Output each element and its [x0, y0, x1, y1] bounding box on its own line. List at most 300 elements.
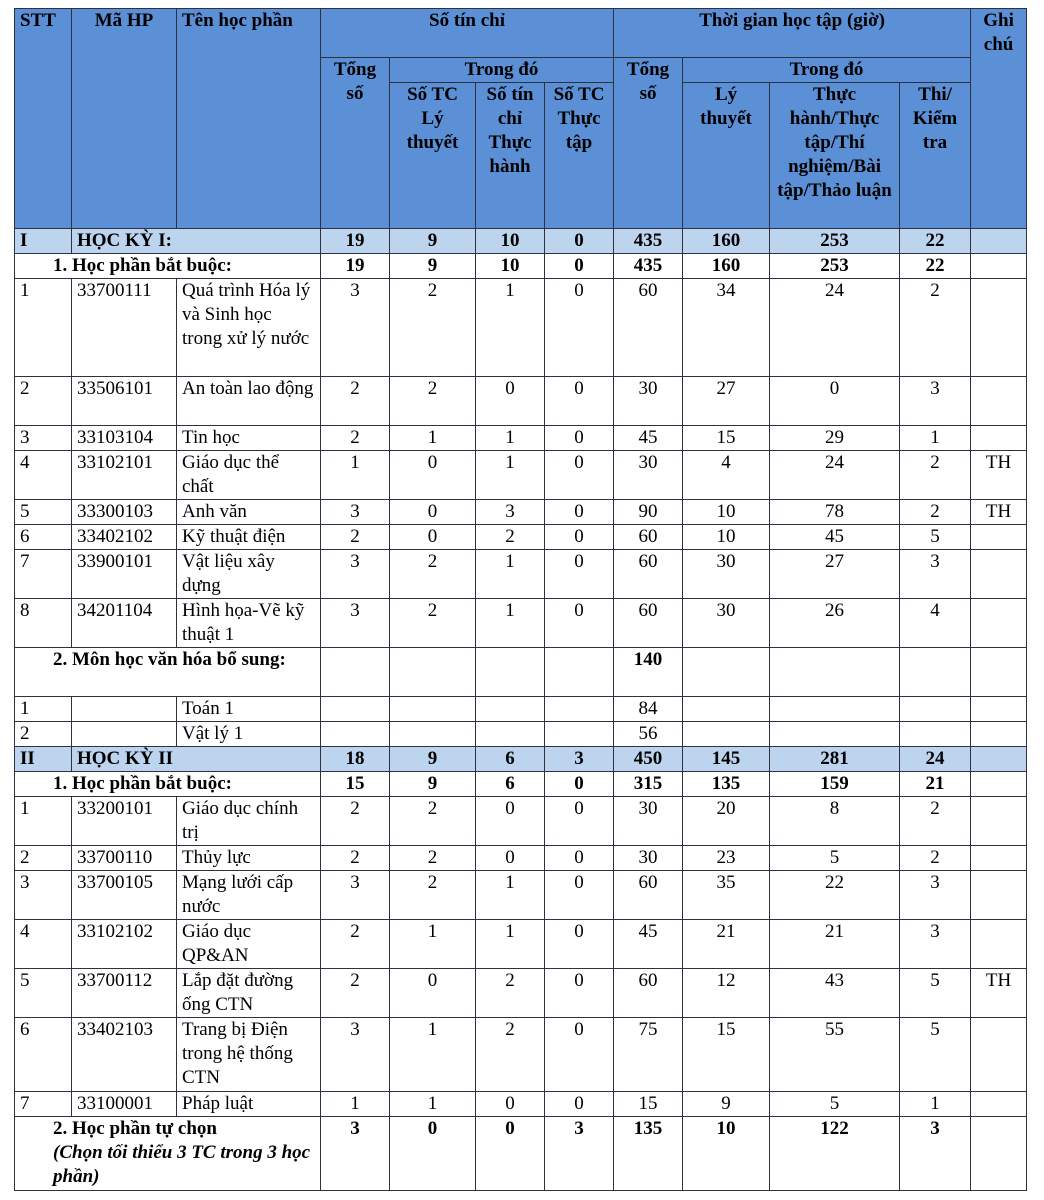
- cell-tt: 0: [545, 229, 614, 254]
- cell-note: [971, 648, 1027, 697]
- cell-note: [971, 377, 1027, 426]
- cell-stt: 2: [15, 377, 72, 426]
- cell-note: TH: [971, 969, 1027, 1018]
- cell-th: [476, 722, 545, 747]
- cell-stt: 5: [15, 969, 72, 1018]
- cell-thi: 3: [900, 1117, 971, 1191]
- cell-tglt: 20: [683, 797, 770, 846]
- cell-tg: 30: [614, 846, 683, 871]
- cell-tt: 0: [545, 451, 614, 500]
- cell-stt: 4: [15, 920, 72, 969]
- cell-tt: 0: [545, 279, 614, 377]
- cell-tt: 0: [545, 500, 614, 525]
- cell-tg: 60: [614, 871, 683, 920]
- cell-lt: 1: [390, 1092, 476, 1117]
- cell-note: [971, 426, 1027, 451]
- cell-tg: 56: [614, 722, 683, 747]
- cell-lt: 1: [390, 1018, 476, 1092]
- header-tc-thuc-hanh: Số tín chỉ Thực hành: [476, 83, 545, 229]
- cell-tgth: [770, 722, 900, 747]
- cell-lt: [390, 697, 476, 722]
- cell-tc: 3: [321, 599, 390, 648]
- cell-code: 33200101: [72, 797, 177, 846]
- cell-tgth: 8: [770, 797, 900, 846]
- cell-tgth: 159: [770, 772, 900, 797]
- cell-th: 0: [476, 1117, 545, 1191]
- cell-th: 6: [476, 747, 545, 772]
- cell-th: 6: [476, 772, 545, 797]
- table-row: [15, 599, 1027, 648]
- cell-tglt: 34: [683, 279, 770, 377]
- cell-thi: 3: [900, 550, 971, 599]
- cell-tc: 18: [321, 747, 390, 772]
- cell-lt: 9: [390, 229, 476, 254]
- semester-stt: I: [15, 229, 72, 254]
- cell-tglt: 15: [683, 426, 770, 451]
- cell-thi: 22: [900, 254, 971, 279]
- cell-tg: 30: [614, 377, 683, 426]
- header-tc-thuc-tap: Số TC Thực tập: [545, 83, 614, 229]
- cell-tgth: 24: [770, 279, 900, 377]
- cell-th: 2: [476, 969, 545, 1018]
- cell-tg: 60: [614, 599, 683, 648]
- cell-th: 10: [476, 229, 545, 254]
- cell-thi: 1: [900, 426, 971, 451]
- cell-stt: 2: [15, 722, 72, 747]
- cell-th: 0: [476, 377, 545, 426]
- cell-stt: 7: [15, 1092, 72, 1117]
- cell-note: [971, 871, 1027, 920]
- cell-tt: 0: [545, 1018, 614, 1092]
- cell-tt: 0: [545, 871, 614, 920]
- cell-note: [971, 1018, 1027, 1092]
- cell-tg: 435: [614, 254, 683, 279]
- cell-th: 2: [476, 1018, 545, 1092]
- cell-stt: 1: [15, 279, 72, 377]
- cell-tc: [321, 697, 390, 722]
- curriculum-table-container: [14, 8, 1026, 1191]
- cell-lt: 0: [390, 969, 476, 1018]
- cell-code: 33700105: [72, 871, 177, 920]
- table-row: [15, 969, 1027, 1018]
- cell-tglt: 9: [683, 1092, 770, 1117]
- cell-lt: 0: [390, 500, 476, 525]
- cell-tgth: 55: [770, 1018, 900, 1092]
- cell-code: 33103104: [72, 426, 177, 451]
- cell-name: Trang bị Điện trong hệ thống CTN: [177, 1018, 321, 1092]
- cell-tglt: 23: [683, 846, 770, 871]
- cell-tc: 3: [321, 871, 390, 920]
- cell-lt: 2: [390, 797, 476, 846]
- table-row: [15, 871, 1027, 920]
- cell-lt: 2: [390, 377, 476, 426]
- cell-name: Hình họa-Vẽ kỹ thuật 1: [177, 599, 321, 648]
- cell-tg: 60: [614, 525, 683, 550]
- cell-tt: 0: [545, 1092, 614, 1117]
- cell-tg: 90: [614, 500, 683, 525]
- cell-note: [971, 599, 1027, 648]
- cell-tglt: [683, 722, 770, 747]
- cell-code: 33402103: [72, 1018, 177, 1092]
- required-group-row: [15, 254, 1027, 279]
- cell-tt: 0: [545, 377, 614, 426]
- cell-note: [971, 279, 1027, 377]
- cell-tt: 0: [545, 525, 614, 550]
- cell-lt: 9: [390, 254, 476, 279]
- cell-tt: 0: [545, 920, 614, 969]
- cell-stt: 7: [15, 550, 72, 599]
- cell-name: Pháp luật: [177, 1092, 321, 1117]
- cell-note: [971, 846, 1027, 871]
- cell-tglt: 30: [683, 550, 770, 599]
- cell-tt: 0: [545, 797, 614, 846]
- header-thuc-hanh: Thực hành/Thực tập/Thí nghiệm/Bài tập/Thảo luận: [770, 83, 900, 229]
- cell-code: 33700111: [72, 279, 177, 377]
- cell-lt: 2: [390, 871, 476, 920]
- cell-tg: 30: [614, 797, 683, 846]
- cell-lt: 0: [390, 525, 476, 550]
- cell-lt: 2: [390, 550, 476, 599]
- header-thoi-gian: Thời gian học tập (giờ): [614, 9, 971, 58]
- table-row: [15, 1018, 1027, 1092]
- header-ghi-chu: Ghi chú: [971, 9, 1027, 229]
- cell-th: 1: [476, 599, 545, 648]
- cell-th: 1: [476, 550, 545, 599]
- cell-tc: 1: [321, 451, 390, 500]
- table-header: [15, 9, 1027, 229]
- cell-tc: 2: [321, 969, 390, 1018]
- cell-tgth: 5: [770, 846, 900, 871]
- cell-tg: 45: [614, 920, 683, 969]
- cell-tt: 3: [545, 747, 614, 772]
- cell-name: Anh văn: [177, 500, 321, 525]
- cell-code: 33100001: [72, 1092, 177, 1117]
- cell-thi: 2: [900, 846, 971, 871]
- table-row: [15, 846, 1027, 871]
- cell-tc: 3: [321, 500, 390, 525]
- cell-tc: 1: [321, 1092, 390, 1117]
- cell-tt: 0: [545, 254, 614, 279]
- cell-stt: 1: [15, 697, 72, 722]
- required-group-row: [15, 772, 1027, 797]
- cell-th: 3: [476, 500, 545, 525]
- cell-tg: 15: [614, 1092, 683, 1117]
- cell-code: [72, 722, 177, 747]
- cell-tt: [545, 697, 614, 722]
- cell-lt: 2: [390, 279, 476, 377]
- cell-tt: [545, 648, 614, 697]
- semester-stt: II: [15, 747, 72, 772]
- cell-tc: 3: [321, 1117, 390, 1191]
- cell-note: [971, 254, 1027, 279]
- cell-stt: 8: [15, 599, 72, 648]
- cell-tglt: 10: [683, 525, 770, 550]
- elective-group-row: [15, 1117, 1027, 1191]
- cell-thi: 5: [900, 525, 971, 550]
- cell-tgth: 43: [770, 969, 900, 1018]
- cell-code: 33102101: [72, 451, 177, 500]
- cell-th: 1: [476, 871, 545, 920]
- cell-stt: 6: [15, 525, 72, 550]
- cell-th: 2: [476, 525, 545, 550]
- cell-lt: 1: [390, 920, 476, 969]
- cell-tt: 0: [545, 846, 614, 871]
- elective-label: 2. Học phần tự chọn: [53, 1118, 217, 1139]
- cell-lt: 0: [390, 451, 476, 500]
- cell-note: [971, 797, 1027, 846]
- cell-tgth: 281: [770, 747, 900, 772]
- semester-1-row: [15, 229, 1027, 254]
- cell-tt: 3: [545, 1117, 614, 1191]
- table-row: [15, 697, 1027, 722]
- cell-tglt: [683, 697, 770, 722]
- group-label: 1. Học phần bắt buộc:: [15, 772, 321, 797]
- cell-tc: 2: [321, 377, 390, 426]
- cell-tg: 30: [614, 451, 683, 500]
- cell-name: Lắp đặt đường ống CTN: [177, 969, 321, 1018]
- cell-code: 33402102: [72, 525, 177, 550]
- cell-thi: [900, 648, 971, 697]
- cell-tt: 0: [545, 550, 614, 599]
- cell-code: 33506101: [72, 377, 177, 426]
- cell-code: 33300103: [72, 500, 177, 525]
- cell-note: [971, 525, 1027, 550]
- cell-note: [971, 722, 1027, 747]
- cell-tc: 2: [321, 525, 390, 550]
- cell-tc: 3: [321, 550, 390, 599]
- cell-tg: 435: [614, 229, 683, 254]
- cell-name: Mạng lưới cấp nước: [177, 871, 321, 920]
- cell-note: TH: [971, 500, 1027, 525]
- cell-tgth: [770, 648, 900, 697]
- cell-thi: 2: [900, 500, 971, 525]
- cell-tt: 0: [545, 969, 614, 1018]
- cell-th: 1: [476, 451, 545, 500]
- curriculum-table: [14, 8, 1027, 1191]
- cell-stt: 1: [15, 797, 72, 846]
- cell-code: 33102102: [72, 920, 177, 969]
- cell-stt: 4: [15, 451, 72, 500]
- cell-tg: 45: [614, 426, 683, 451]
- header-stt: STT: [15, 9, 72, 229]
- cell-tg: 60: [614, 969, 683, 1018]
- cell-lt: 2: [390, 599, 476, 648]
- cell-note: [971, 1092, 1027, 1117]
- table-row: [15, 1092, 1027, 1117]
- cell-tc: 2: [321, 846, 390, 871]
- cell-thi: 5: [900, 969, 971, 1018]
- table-row: [15, 550, 1027, 599]
- cell-tglt: 160: [683, 254, 770, 279]
- cell-name: Giáo dục chính trị: [177, 797, 321, 846]
- cell-th: 1: [476, 920, 545, 969]
- cell-tgth: 26: [770, 599, 900, 648]
- cell-tc: 2: [321, 797, 390, 846]
- cell-tc: 15: [321, 772, 390, 797]
- cell-tglt: 15: [683, 1018, 770, 1092]
- cell-code: 34201104: [72, 599, 177, 648]
- cell-tc: 2: [321, 426, 390, 451]
- cell-tglt: 10: [683, 1117, 770, 1191]
- cell-note: [971, 1117, 1027, 1191]
- table-row: [15, 797, 1027, 846]
- cell-note: [971, 920, 1027, 969]
- cell-lt: 9: [390, 747, 476, 772]
- cell-lt: 9: [390, 772, 476, 797]
- cell-tg: 450: [614, 747, 683, 772]
- cell-tgth: 0: [770, 377, 900, 426]
- table-body: [15, 229, 1027, 1191]
- cell-note: [971, 697, 1027, 722]
- cell-tc: 3: [321, 1018, 390, 1092]
- header-tg-tong-so: Tổng số: [614, 58, 683, 229]
- cell-lt: [390, 722, 476, 747]
- cell-th: [476, 697, 545, 722]
- cell-th: 0: [476, 1092, 545, 1117]
- cell-th: 0: [476, 797, 545, 846]
- cell-tgth: 122: [770, 1117, 900, 1191]
- header-ten-hp: Tên học phần: [177, 9, 321, 229]
- table-row: [15, 920, 1027, 969]
- cell-tgth: 253: [770, 254, 900, 279]
- cell-code: 33700110: [72, 846, 177, 871]
- cell-tt: 0: [545, 426, 614, 451]
- cell-thi: 2: [900, 279, 971, 377]
- cell-tgth: 78: [770, 500, 900, 525]
- cell-tgth: 45: [770, 525, 900, 550]
- cell-tg: 60: [614, 279, 683, 377]
- cell-thi: 2: [900, 797, 971, 846]
- cell-name: Quá trình Hóa lý và Sinh học trong xử lý nước: [177, 279, 321, 377]
- semester-name: HỌC KỲ II: [72, 747, 321, 772]
- cell-thi: 3: [900, 871, 971, 920]
- header-so-tin-chi: Số tín chỉ: [321, 9, 614, 58]
- cell-tg: 135: [614, 1117, 683, 1191]
- cell-code: 33700112: [72, 969, 177, 1018]
- cell-stt: 3: [15, 871, 72, 920]
- cell-tglt: 135: [683, 772, 770, 797]
- cell-thi: 4: [900, 599, 971, 648]
- table-row: [15, 525, 1027, 550]
- cell-note: [971, 772, 1027, 797]
- cell-thi: 21: [900, 772, 971, 797]
- cell-th: 1: [476, 279, 545, 377]
- cell-tgth: 253: [770, 229, 900, 254]
- cell-note: [971, 550, 1027, 599]
- cell-thi: 3: [900, 377, 971, 426]
- cell-thi: 2: [900, 451, 971, 500]
- cell-lt: [390, 648, 476, 697]
- cell-lt: 0: [390, 1117, 476, 1191]
- cell-tgth: 21: [770, 920, 900, 969]
- cell-stt: 3: [15, 426, 72, 451]
- cell-tt: [545, 722, 614, 747]
- cell-tglt: 35: [683, 871, 770, 920]
- cell-tc: [321, 648, 390, 697]
- group-label: 2. Môn học văn hóa bổ sung:: [15, 648, 321, 697]
- cell-name: Toán 1: [177, 697, 321, 722]
- cell-thi: 3: [900, 920, 971, 969]
- header-ly-thuyet: Lý thuyết: [683, 83, 770, 229]
- cell-tglt: 30: [683, 599, 770, 648]
- elective-note: (Chọn tối thiểu 3 TC trong 3 học phần): [53, 1142, 311, 1187]
- cell-tgth: 27: [770, 550, 900, 599]
- cell-tgth: [770, 697, 900, 722]
- cell-note: TH: [971, 451, 1027, 500]
- cell-name: An toàn lao động: [177, 377, 321, 426]
- cell-name: Vật lý 1: [177, 722, 321, 747]
- cell-tgth: 5: [770, 1092, 900, 1117]
- cell-tg: 60: [614, 550, 683, 599]
- cell-thi: [900, 697, 971, 722]
- cell-th: 0: [476, 846, 545, 871]
- cell-tg: 84: [614, 697, 683, 722]
- cell-tglt: 10: [683, 500, 770, 525]
- cell-name: Giáo dục QP&AN: [177, 920, 321, 969]
- header-tc-ly-thuyet: Số TC Lý thuyết: [390, 83, 476, 229]
- cell-name: Tin học: [177, 426, 321, 451]
- table-row: [15, 377, 1027, 426]
- cell-code: [72, 697, 177, 722]
- cell-tglt: 4: [683, 451, 770, 500]
- cell-thi: 22: [900, 229, 971, 254]
- cell-tglt: 12: [683, 969, 770, 1018]
- table-row: [15, 500, 1027, 525]
- cell-tc: 3: [321, 279, 390, 377]
- cell-name: Giáo dục thể chất: [177, 451, 321, 500]
- cell-tc: 19: [321, 254, 390, 279]
- cell-th: 1: [476, 426, 545, 451]
- cell-th: [476, 648, 545, 697]
- cell-tglt: 21: [683, 920, 770, 969]
- table-row: [15, 426, 1027, 451]
- cell-tc: [321, 722, 390, 747]
- cell-name: Kỹ thuật điện: [177, 525, 321, 550]
- cell-code: 33900101: [72, 550, 177, 599]
- cell-name: Vật liệu xây dựng: [177, 550, 321, 599]
- cell-note: [971, 229, 1027, 254]
- cell-name: Thủy lực: [177, 846, 321, 871]
- cell-tt: 0: [545, 772, 614, 797]
- table-row: [15, 279, 1027, 377]
- cell-tglt: 27: [683, 377, 770, 426]
- header-ma-hp: Mã HP: [72, 9, 177, 229]
- header-tong-so: Tổng số: [321, 58, 390, 229]
- group-label: 1. Học phần bắt buộc:: [15, 254, 321, 279]
- table-row: [15, 722, 1027, 747]
- cell-tgth: 24: [770, 451, 900, 500]
- cell-tg: 75: [614, 1018, 683, 1092]
- culture-group-row: [15, 648, 1027, 697]
- header-thi-kiem-tra: Thi/ Kiểm tra: [900, 83, 971, 229]
- cell-stt: 5: [15, 500, 72, 525]
- cell-tt: 0: [545, 599, 614, 648]
- cell-lt: 2: [390, 846, 476, 871]
- cell-tg: 140: [614, 648, 683, 697]
- cell-lt: 1: [390, 426, 476, 451]
- cell-tglt: 160: [683, 229, 770, 254]
- cell-tg: 315: [614, 772, 683, 797]
- cell-thi: 5: [900, 1018, 971, 1092]
- cell-tc: 19: [321, 229, 390, 254]
- cell-thi: 1: [900, 1092, 971, 1117]
- header-trong-do-tc: Trong đó: [390, 58, 614, 83]
- cell-tgth: 22: [770, 871, 900, 920]
- cell-th: 10: [476, 254, 545, 279]
- cell-tgth: 29: [770, 426, 900, 451]
- cell-tglt: 145: [683, 747, 770, 772]
- semester-name: HỌC KỲ I:: [72, 229, 321, 254]
